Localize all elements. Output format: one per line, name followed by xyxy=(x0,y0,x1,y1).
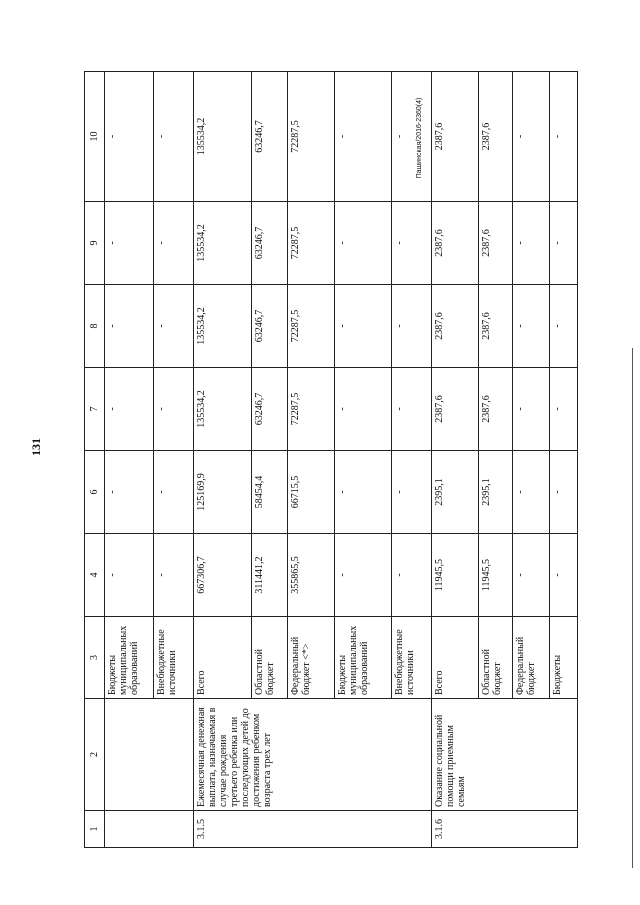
col-y10: - xyxy=(105,72,154,202)
col-y6: 125169,9 xyxy=(194,451,252,534)
col-y9: - xyxy=(154,202,194,285)
col-y10: 2387,6 xyxy=(479,72,513,202)
col-y10: - xyxy=(513,72,550,202)
col-y10: 2387,6 xyxy=(432,72,479,202)
table-row xyxy=(194,72,252,848)
col-source: Областной бюджет xyxy=(252,617,288,699)
col-source: Всего xyxy=(432,617,479,699)
col-y9: - xyxy=(513,202,550,285)
col-y8: - xyxy=(392,285,432,368)
header-cell-col-total: 4 xyxy=(85,534,105,617)
col-y6: - xyxy=(105,451,154,534)
col-total: 355865,5 xyxy=(288,534,335,617)
col-y7: 135534,2 xyxy=(194,368,252,451)
col-source: Бюджеты xyxy=(550,617,578,699)
col-y9: 63246,7 xyxy=(252,202,288,285)
col-y6: - xyxy=(550,451,578,534)
budget-table xyxy=(84,71,578,848)
col-y10: - xyxy=(154,72,194,202)
col-name: Оказание социальной помощи приемным семьям xyxy=(432,699,578,811)
col-y9: - xyxy=(550,202,578,285)
col-y7: - xyxy=(392,368,432,451)
col-y10: 72287,5 xyxy=(288,72,335,202)
col-number: 3.1.5 xyxy=(194,811,432,848)
header-cell-col-number: 1 xyxy=(85,811,105,848)
col-source: Всего xyxy=(194,617,252,699)
col-y9: 2387,6 xyxy=(432,202,479,285)
col-y8: - xyxy=(105,285,154,368)
col-y8: - xyxy=(154,285,194,368)
header-cell-col-name: 2 xyxy=(85,699,105,811)
col-y6: - xyxy=(154,451,194,534)
col-y6: - xyxy=(335,451,392,534)
col-number xyxy=(105,811,194,848)
col-y8: 72287,5 xyxy=(288,285,335,368)
col-source: Областной бюджет xyxy=(479,617,513,699)
col-source: Внебюджетные источники xyxy=(392,617,432,699)
col-source: Бюджеты муниципальных образований xyxy=(335,617,392,699)
col-total: - xyxy=(513,534,550,617)
col-y7: 63246,7 xyxy=(252,368,288,451)
col-y10: 135534,2 xyxy=(194,72,252,202)
col-y8: 63246,7 xyxy=(252,285,288,368)
header-cell-col-source: 3 xyxy=(85,617,105,699)
col-source: Федеральный бюджет <*> xyxy=(288,617,335,699)
col-y8: - xyxy=(335,285,392,368)
table-row xyxy=(432,72,479,848)
col-y7: 72287,5 xyxy=(288,368,335,451)
page-number: 131 xyxy=(29,438,43,456)
col-y6: 66715,5 xyxy=(288,451,335,534)
header-cell-col-y10: 10 xyxy=(85,72,105,202)
header-row xyxy=(85,72,105,848)
col-y7: - xyxy=(154,368,194,451)
col-total: 11945,5 xyxy=(479,534,513,617)
col-y6: 2395,1 xyxy=(432,451,479,534)
col-y8: 135534,2 xyxy=(194,285,252,368)
col-source: Федеральный бюджет xyxy=(513,617,550,699)
col-y9: - xyxy=(392,202,432,285)
col-y7: 2387,6 xyxy=(432,368,479,451)
col-y10: - xyxy=(335,72,392,202)
col-source: Внебюджетные источники xyxy=(154,617,194,699)
col-y7: 2387,6 xyxy=(479,368,513,451)
col-y10: - xyxy=(550,72,578,202)
col-y7: - xyxy=(335,368,392,451)
col-y6: - xyxy=(513,451,550,534)
table-row xyxy=(105,72,154,848)
header-cell-col-y8: 8 xyxy=(85,285,105,368)
col-source: Бюджеты муниципальных образований xyxy=(105,617,154,699)
col-total: - xyxy=(105,534,154,617)
col-y7: - xyxy=(105,368,154,451)
col-y10: - xyxy=(392,72,432,202)
col-y6: 2395,1 xyxy=(479,451,513,534)
table-body xyxy=(85,72,578,848)
col-y9: 135534,2 xyxy=(194,202,252,285)
col-y9: 72287,5 xyxy=(288,202,335,285)
col-total: - xyxy=(392,534,432,617)
col-total: 311441,2 xyxy=(252,534,288,617)
col-y7: - xyxy=(550,368,578,451)
header-cell-col-y7: 7 xyxy=(85,368,105,451)
col-y7: - xyxy=(513,368,550,451)
col-y6: - xyxy=(392,451,432,534)
col-y6: 58454,4 xyxy=(252,451,288,534)
col-y8: - xyxy=(513,285,550,368)
col-y10: 63246,7 xyxy=(252,72,288,202)
col-name: Ежемесячная денежная выплата, назначаемая в случае рождения третьего ребенка или последующих детей до достижения ребенком возраста трех лет xyxy=(194,699,432,811)
col-y9: 2387,6 xyxy=(479,202,513,285)
col-number: 3.1.6 xyxy=(432,811,578,848)
col-total: - xyxy=(335,534,392,617)
col-total: - xyxy=(154,534,194,617)
col-y8: - xyxy=(550,285,578,368)
rotated-table-container xyxy=(84,72,575,848)
margin-line xyxy=(632,348,633,868)
document-code: Пашинская/2016-2360(4) xyxy=(416,97,423,179)
col-y9: - xyxy=(105,202,154,285)
header-cell-col-y9: 9 xyxy=(85,202,105,285)
col-name xyxy=(105,699,194,811)
col-total: 667306,7 xyxy=(194,534,252,617)
col-y8: 2387,6 xyxy=(432,285,479,368)
col-y9: - xyxy=(335,202,392,285)
col-y8: 2387,6 xyxy=(479,285,513,368)
col-total: 11945,5 xyxy=(432,534,479,617)
header-cell-col-y6: 6 xyxy=(85,451,105,534)
col-total: - xyxy=(550,534,578,617)
